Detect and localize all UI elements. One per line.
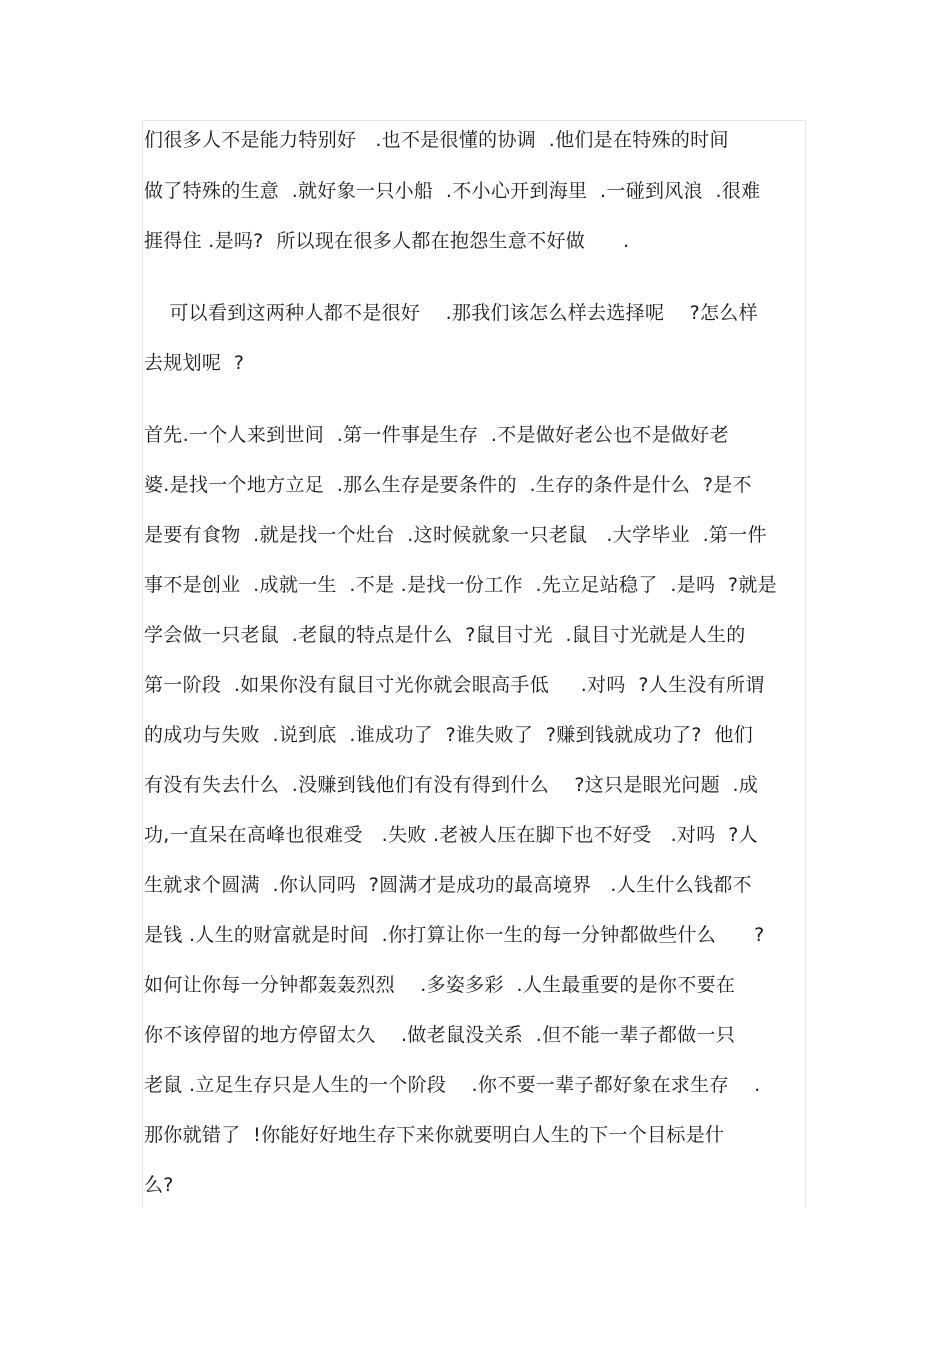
paragraph-3-line-15: 那你就错了 !你能好好地生存下来你就要明白人生的下一个目标是什 bbox=[144, 1124, 725, 1146]
paragraph-1-line-2: 做了特殊的生意 .就好象一只小船 .不小心开到海里 .一碰到风浪 .很难 bbox=[144, 180, 761, 202]
paragraph-1-line-3: 捱得住 .是吗? 所以现在很多人都在抱怨生意不好做 . bbox=[144, 230, 630, 252]
paragraph-2-line-1: 可以看到这两种人都不是很好 .那我们该怎么样去选择呢 ?怎么样 bbox=[144, 302, 758, 324]
paragraph-3-line-6: 第一阶段 .如果你没有鼠目寸光你就会眼高手低 .对吗 ?人生没有所谓 bbox=[144, 674, 765, 696]
paragraph-3-line-2: 婆.是找一个地方立足 .那么生存是要条件的 .生存的条件是什么 ?是不 bbox=[144, 474, 752, 496]
paragraph-3-line-3: 是要有食物 .就是找一个灶台 .这时候就象一只老鼠 .大学毕业 .第一件 bbox=[144, 524, 767, 546]
paragraph-3-line-12: 如何让你每一分钟都轰轰烈烈 .多姿多彩 .人生最重要的是你不要在 bbox=[144, 974, 736, 996]
paragraph-3-line-9: 功,一直呆在高峰也很难受 .失败 .老被人压在脚下也不好受 .对吗 ?人 bbox=[144, 824, 758, 846]
paragraph-3-line-4: 事不是创业 .成就一生 .不是 .是找一份工作 .先立足站稳了 .是吗 ?就是 bbox=[144, 574, 777, 596]
paragraph-3-line-8: 有没有失去什么 .没赚到钱他们有没有得到什么 ?这只是眼光问题 .成 bbox=[144, 774, 759, 796]
paragraph-2-line-2: 去规划呢 ? bbox=[144, 352, 245, 374]
paragraph-3-line-16: 么? bbox=[144, 1174, 174, 1196]
paragraph-3-line-5: 学会做一只老鼠 .老鼠的特点是什么 ?鼠目寸光 .鼠目寸光就是人生的 bbox=[144, 624, 746, 646]
paragraph-3-line-11: 是钱 .人生的财富就是时间 .你打算让你一生的每一分钟都做些什么 ? bbox=[144, 924, 765, 946]
paragraph-3-line-7: 的成功与失败 .说到底 .谁成功了 ?谁失败了 ?赚到钱就成功了? 他们 bbox=[144, 724, 754, 746]
paragraph-1-line-1: 们很多人不是能力特别好 .也不是很懂的协调 .他们是在特殊的时间 bbox=[144, 129, 729, 151]
paragraph-3-line-13: 你不该停留的地方停留太久 .做老鼠没关系 .但不能一辈子都做一只 bbox=[144, 1024, 736, 1046]
paragraph-3-line-10: 生就求个圆满 .你认同吗 ?圆满才是成功的最高境界 .人生什么钱都不 bbox=[144, 874, 752, 896]
paragraph-3-line-14: 老鼠 .立足生存只是人生的一个阶段 .你不要一辈子都好象在求生存 . bbox=[144, 1074, 761, 1096]
paragraph-3-line-1: 首先.一个人来到世间 .第一件事是生存 .不是做好老公也不是做好老 bbox=[144, 424, 729, 446]
